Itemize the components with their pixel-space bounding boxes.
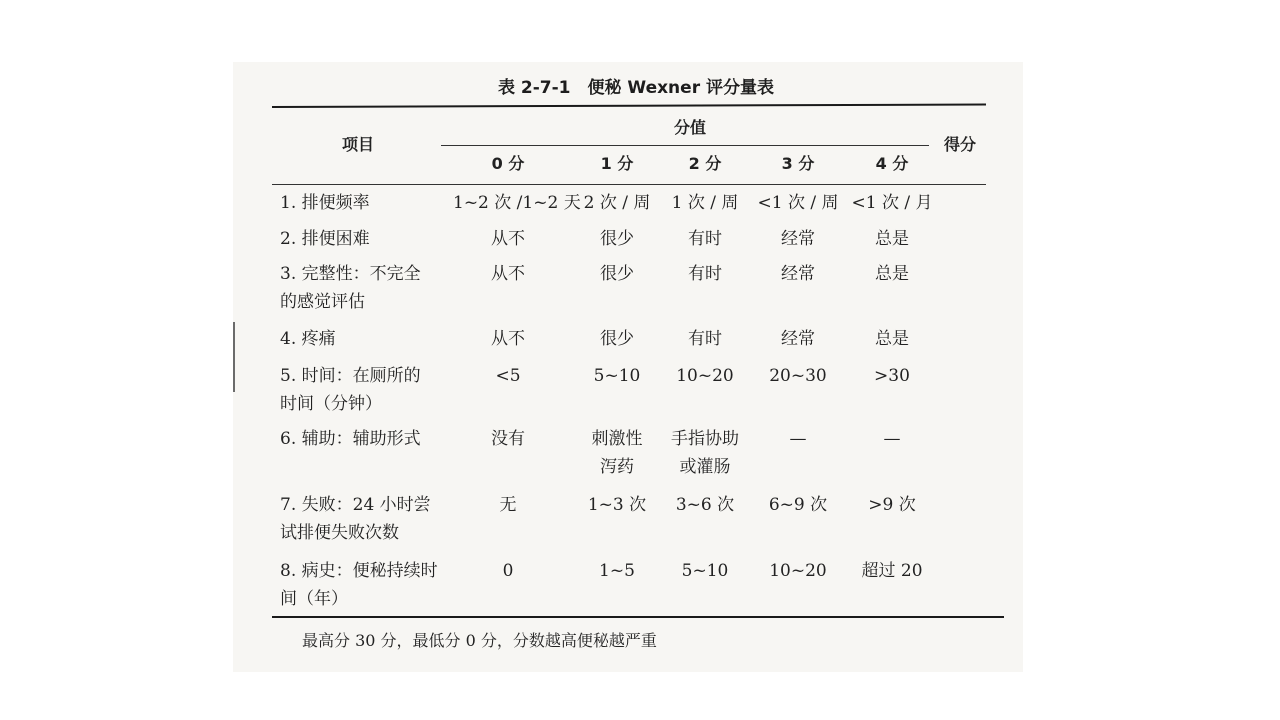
- row-2-score-4: 总是: [875, 229, 909, 249]
- row-8-score-1: 1~5: [599, 561, 635, 581]
- row-1-score-0: 1~2 次 /1~2 天: [453, 193, 581, 213]
- row-6-score-4: —: [883, 429, 901, 449]
- row-5-score-3: 20~30: [769, 366, 827, 386]
- row-7-score-4: >9 次: [868, 495, 916, 515]
- row-item-6: 6. 辅助：辅助形式: [280, 429, 421, 449]
- row-6-score-1: 刺激性泻药: [591, 429, 643, 477]
- row-7-score-2: 3~6 次: [675, 495, 735, 515]
- row-7-score-3: 6~9 次: [768, 495, 828, 515]
- row-1-score-4: <1 次 / 月: [851, 193, 933, 213]
- margin-mark: [233, 322, 235, 392]
- row-2-score-0: 从不: [491, 229, 525, 249]
- row-item-5: 5. 时间：在厕所的时间（分钟）: [280, 366, 421, 414]
- footnote: 最高分 30 分，最低分 0 分，分数越高便秘越严重: [302, 631, 657, 650]
- row-8-score-2: 5~10: [681, 561, 729, 581]
- row-item-3: 3. 完整性：不完全的感觉评估: [280, 264, 421, 312]
- row-2-score-3: 经常: [781, 229, 815, 249]
- row-2-score-1: 很少: [600, 229, 634, 249]
- row-item-2: 2. 排便困难: [280, 229, 370, 249]
- row-3-score-4: 总是: [875, 264, 909, 284]
- table-title: 表 2-7-1 便秘 Wexner 评分量表: [497, 78, 774, 98]
- header-score-group: 分值: [673, 118, 706, 137]
- row-5-score-0: <5: [495, 366, 521, 386]
- row-item-4: 4. 疼痛: [280, 329, 336, 349]
- row-8-score-0: 0: [502, 561, 514, 581]
- row-4-score-1: 很少: [600, 329, 634, 349]
- header-bottom-rule: [272, 184, 986, 185]
- row-3-score-3: 经常: [781, 264, 815, 284]
- row-7-score-1: 1~3 次: [587, 495, 647, 515]
- row-3-score-2: 有时: [688, 264, 722, 284]
- row-7-score-0: 无: [499, 495, 517, 515]
- row-4-score-2: 有时: [688, 329, 722, 349]
- row-6-score-0: 没有: [491, 429, 525, 449]
- row-1-score-1: 2 次 / 周: [583, 193, 651, 213]
- row-item-1: 1. 排便频率: [280, 193, 370, 213]
- row-5-score-2: 10~20: [676, 366, 734, 386]
- row-4-score-0: 从不: [491, 329, 525, 349]
- header-score-3: 3 分: [781, 154, 815, 173]
- row-4-score-3: 经常: [781, 329, 815, 349]
- header-divider: [441, 145, 929, 146]
- row-item-7: 7. 失败：24 小时尝试排便失败次数: [280, 495, 431, 543]
- row-5-score-1: 5~10: [593, 366, 641, 386]
- row-3-score-0: 从不: [491, 264, 525, 284]
- row-4-score-4: 总是: [875, 329, 909, 349]
- row-5-score-4: >30: [874, 366, 910, 386]
- row-6-score-2: 手指协助或灌肠: [671, 429, 739, 477]
- row-item-8: 8. 病史：便秘持续时间（年）: [280, 561, 438, 609]
- row-8-score-4: 超过 20: [861, 561, 923, 581]
- header-item: 项目: [341, 135, 374, 154]
- row-3-score-1: 很少: [600, 264, 634, 284]
- row-8-score-3: 10~20: [769, 561, 827, 581]
- header-score-1: 1 分: [600, 154, 634, 173]
- header-score-2: 2 分: [688, 154, 722, 173]
- header-score-4: 4 分: [875, 154, 909, 173]
- header-result: 得分: [943, 135, 976, 154]
- row-2-score-2: 有时: [688, 229, 722, 249]
- row-6-score-3: —: [789, 429, 807, 449]
- row-1-score-2: 1 次 / 周: [671, 193, 739, 213]
- table-bottom-rule: [272, 616, 1004, 618]
- row-1-score-3: <1 次 / 周: [757, 193, 839, 213]
- header-score-0: 0 分: [491, 154, 525, 173]
